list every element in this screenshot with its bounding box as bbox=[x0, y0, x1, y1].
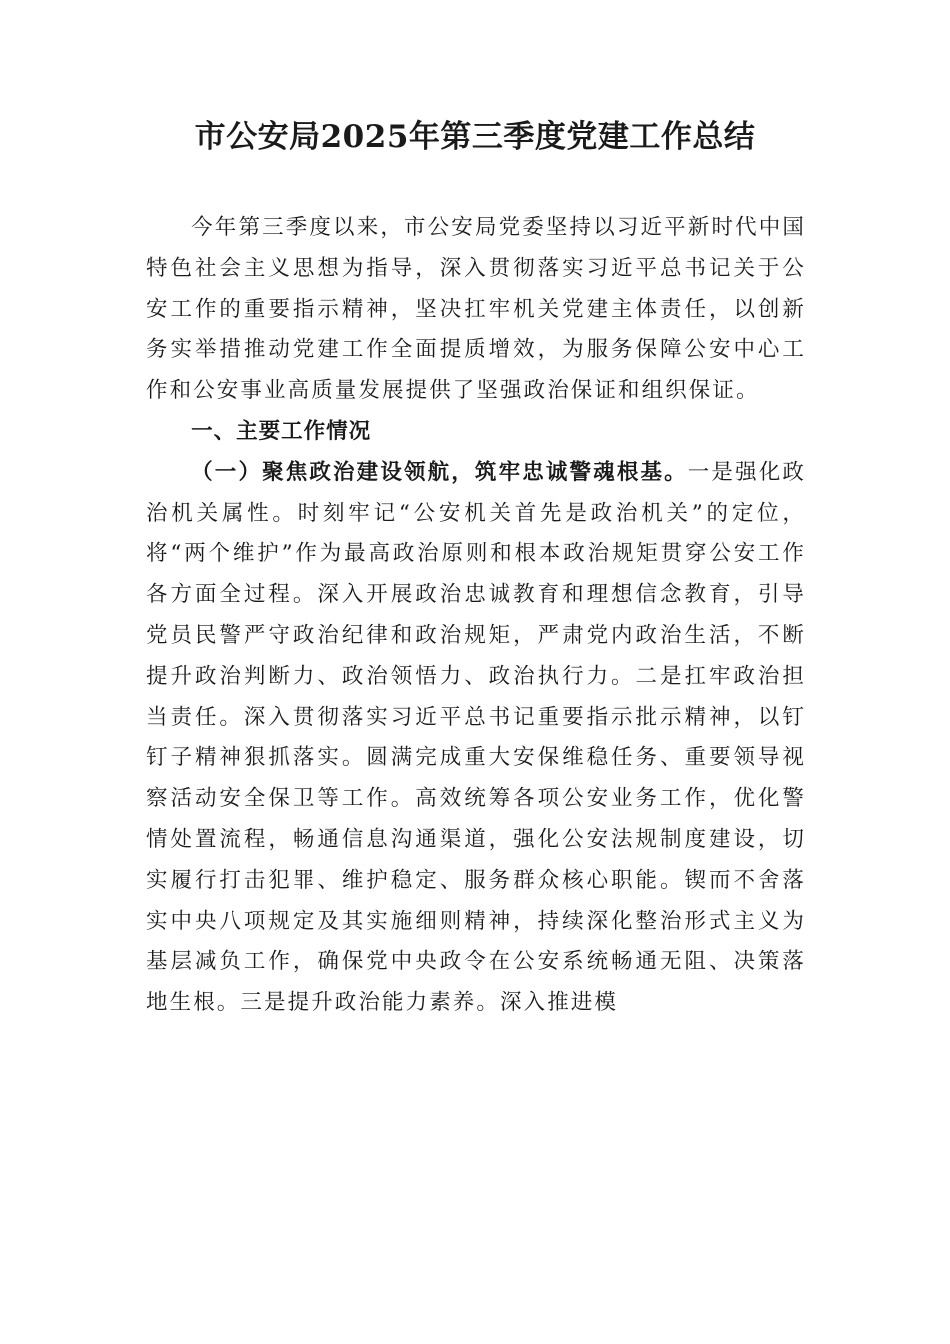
intro-paragraph: 今年第三季度以来，市公安局党委坚持以习近平新时代中国特色社会主义思想为指导，深入贯彻落实习近平总书记关于公安工作的重要指示精神，坚决扛牢机关党建主体责任，以创新务实举措推动党建工作全面提质增效，为服务保障公安中心工作和公安事业高质量发展提供了坚强政治保证和组织保证。 bbox=[146, 215, 806, 404]
section-heading: 一、主要工作情况 bbox=[191, 418, 372, 444]
sub-heading: （一）聚焦政治建设领航，筑牢忠诚警魂根基。 bbox=[191, 459, 688, 485]
document-body bbox=[146, 208, 806, 1024]
document-title: 市公安局2025年第三季度党建工作总结 bbox=[194, 119, 756, 155]
paragraph-text: 一是强化政治机关属性。时刻牢记“公安机关首先是政治机关”的定位，将“两个维护”作为最高政治原则和根本政治规矩贯穿公安工作各方面全过程。深入开展政治忠诚教育和理想信念教育，引导党员民警严守政治纪律和政治规矩，严肃党内政治生活，不断提升政治判断力、政治领悟力、政治执行力。二是扛牢政治担当责任。深入贯彻落实习近平总书记重要指示批示精神，以钉钉子精神狠抓落实。圆满完成重大安保维稳任务、重要领导视察活动安全保卫等工作。高效统筹各项公安业务工作，优化警情处置流程，畅通信息沟通渠道，强化公安法规制度建设，切实履行打击犯罪、维护稳定、服务群众核心职能。锲而不舍落实中央八项规定及其实施细则精神，持续深化整治形式主义为基层减负工作，确保党中央政令在公安系统畅通无阻、决策落地生根。三是提升政治能力素养。深入推进模 bbox=[146, 459, 806, 1016]
section-paragraph bbox=[146, 453, 806, 1024]
